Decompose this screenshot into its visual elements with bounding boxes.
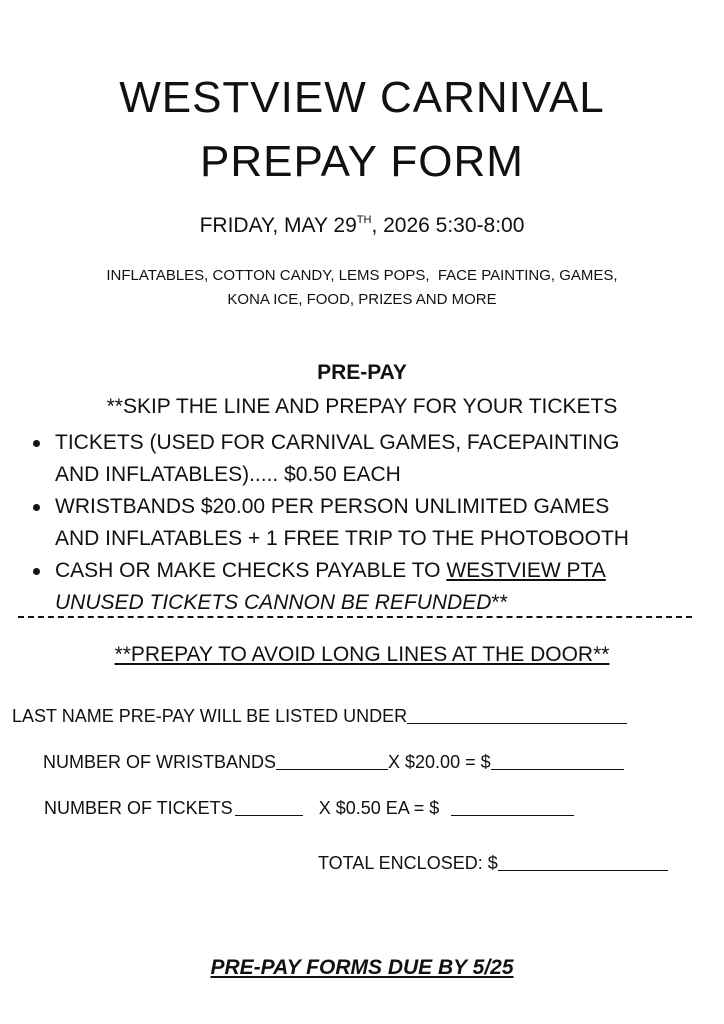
last-name-label: LAST NAME PRE-PAY WILL BE LISTED UNDER	[12, 706, 408, 726]
bullet-tickets	[55, 427, 724, 491]
bullet-payment-line-1	[55, 555, 724, 587]
total-amount-blank[interactable]	[498, 852, 668, 871]
activities-line-2: KONA ICE, FOOD, PRIZES AND MORE	[227, 291, 497, 308]
title-line-2: PREPAY FORM	[200, 137, 524, 186]
wristbands-calc: X $20.00 = $	[388, 752, 491, 772]
dashed-divider	[18, 616, 692, 618]
bullet-wristbands-line-2: AND INFLATABLES + 1 FREE TRIP TO THE PHOTOBOOTH	[55, 527, 629, 550]
prepay-heading: PRE-PAY	[317, 361, 407, 384]
bullet-payment	[55, 555, 724, 619]
prepay-bullets	[0, 427, 724, 619]
tickets-calc: X $0.50 EA = $	[318, 798, 440, 818]
bullet-tickets-line-2: AND INFLATABLES)..... $0.50 EACH	[55, 463, 401, 486]
total-label: TOTAL ENCLOSED: $	[318, 853, 498, 873]
wristbands-label: NUMBER OF WRISTBANDS	[43, 752, 277, 772]
event-date	[0, 214, 724, 238]
unused-tickets-suffix: **	[491, 591, 508, 614]
bullet-payment-line-2	[55, 587, 724, 619]
bullet-wristbands	[55, 491, 724, 555]
date-suffix: , 2026 5:30-8:00	[371, 214, 525, 237]
bullet-wristbands-line-1: WRISTBANDS $20.00 PER PERSON UNLIMITED GAMES	[55, 495, 610, 518]
title-line-1: WESTVIEW CARNIVAL	[119, 73, 605, 122]
date-superscript: TH	[356, 214, 372, 226]
payee-name: WESTVIEW PTA	[446, 559, 606, 582]
payment-prefix: CASH OR MAKE CHECKS PAYABLE TO	[55, 559, 447, 582]
date-prefix: FRIDAY, MAY 29	[199, 214, 357, 237]
wristbands-row	[43, 751, 624, 773]
page-title	[0, 66, 724, 194]
activities-list	[0, 264, 724, 312]
total-row	[318, 852, 668, 874]
tickets-amount-blank[interactable]	[451, 797, 574, 816]
last-name-blank[interactable]	[407, 705, 627, 724]
due-date-note: PRE-PAY FORMS DUE BY 5/25	[210, 956, 514, 979]
tickets-row	[44, 797, 574, 819]
skip-line-text: **SKIP THE LINE AND PREPAY FOR YOUR TICKETS	[106, 395, 618, 418]
tickets-count-blank[interactable]	[235, 797, 303, 816]
bullet-tickets-line-1: TICKETS (USED FOR CARNIVAL GAMES, FACEPAINTING	[55, 431, 620, 454]
tickets-label: NUMBER OF TICKETS	[44, 798, 233, 818]
avoid-lines-note: **PREPAY TO AVOID LONG LINES AT THE DOOR**	[114, 643, 610, 666]
wristbands-amount-blank[interactable]	[491, 751, 624, 770]
wristbands-count-blank[interactable]	[276, 751, 388, 770]
activities-line-1: INFLATABLES, COTTON CANDY, LEMS POPS, FACE PAINTING, GAMES,	[106, 267, 618, 284]
last-name-row	[12, 705, 627, 727]
unused-tickets-note: UNUSED TICKETS CANNON BE REFUNDED	[55, 591, 492, 614]
